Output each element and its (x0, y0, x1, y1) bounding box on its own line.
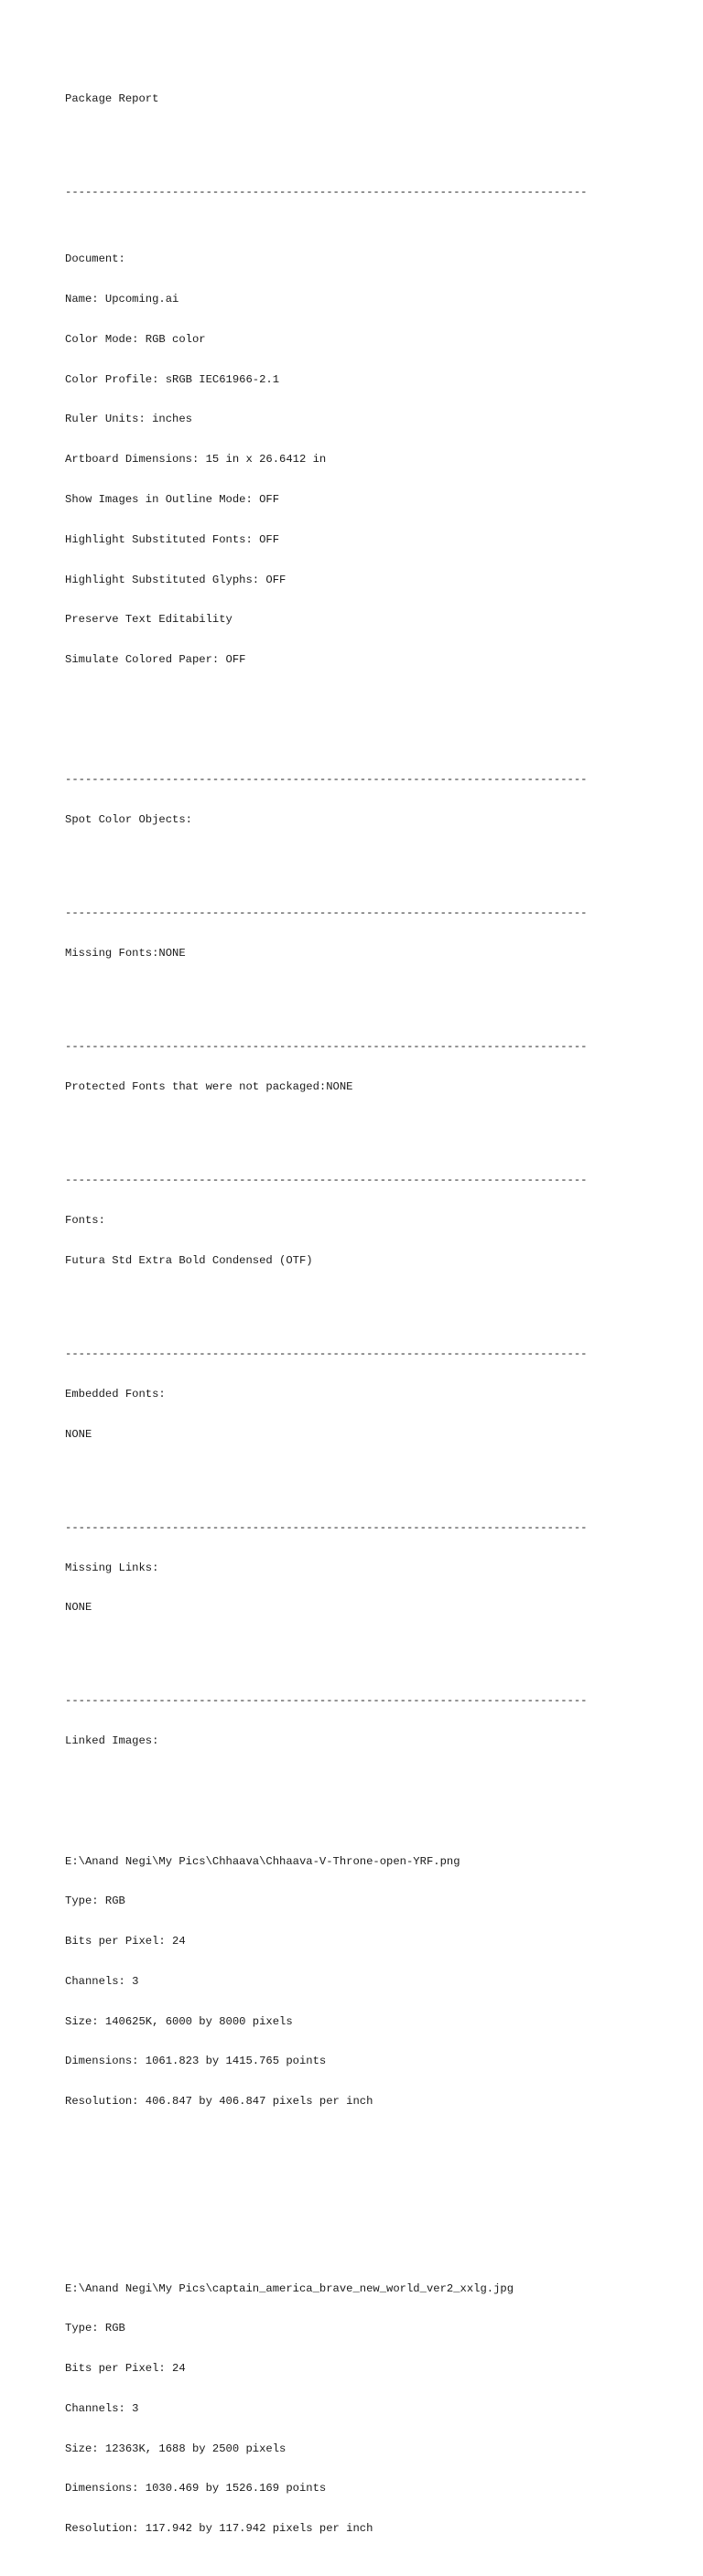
document-name: Name: Upcoming.ai (65, 293, 179, 306)
linked-images-heading: Linked Images: (65, 1734, 159, 1748)
outline-mode: Show Images in Outline Mode: OFF (65, 493, 280, 506)
ruler-units: Ruler Units: inches (65, 413, 192, 426)
image-type: Type: RGB (65, 1894, 125, 1908)
image-resolution: Resolution: 117.942 by 117.942 pixels per inch (65, 2522, 373, 2536)
image-dimensions: Dimensions: 1061.823 by 1415.765 points (65, 2055, 327, 2068)
missing-fonts-heading: Missing Fonts:NONE (65, 947, 186, 961)
section-separator: ------------------------------------------------------------------------------ (65, 1694, 588, 1708)
image-resolution: Resolution: 406.847 by 406.847 pixels per inch (65, 2095, 373, 2109)
section-heading: Document: (65, 252, 125, 266)
image-size: Size: 140625K, 6000 by 8000 pixels (65, 2014, 293, 2028)
package-report (65, 66, 651, 2576)
embedded-fonts-heading: Embedded Fonts: (65, 1387, 166, 1401)
linked-image-entry (65, 2255, 651, 2562)
section-separator: ------------------------------------------------------------------------------ (65, 773, 588, 787)
missing-links-heading: Missing Links: (65, 1561, 159, 1574)
embedded-fonts-value: NONE (65, 1427, 92, 1441)
image-bits: Bits per Pixel: 24 (65, 2362, 186, 2376)
image-path: E:\Anand Negi\My Pics\captain_america_brave_new_world_ver2_xxlg.jpg (65, 2281, 514, 2295)
section-separator: ------------------------------------------------------------------------------ (65, 1347, 588, 1360)
section-separator: ------------------------------------------------------------------------------ (65, 907, 588, 920)
section-separator: ------------------------------------------------------------------------------ (65, 186, 588, 199)
section-separator: ------------------------------------------------------------------------------ (65, 1520, 588, 1534)
preserve-text: Preserve Text Editability (65, 613, 233, 627)
image-size: Size: 12363K, 1688 by 2500 pixels (65, 2442, 287, 2455)
image-dimensions: Dimensions: 1030.469 by 1526.169 points (65, 2482, 327, 2496)
image-type: Type: RGB (65, 2322, 125, 2335)
section-separator: ------------------------------------------------------------------------------ (65, 1174, 588, 1187)
highlight-fonts: Highlight Substituted Fonts: OFF (65, 532, 280, 546)
artboard-dimensions: Artboard Dimensions: 15 in x 26.6412 in (65, 453, 327, 467)
image-path: E:\Anand Negi\My Pics\Chhaava\Chhaava-V-Throne-open-YRF.png (65, 1854, 460, 1868)
missing-links-value: NONE (65, 1601, 92, 1615)
color-mode: Color Mode: RGB color (65, 332, 206, 346)
spot-color-heading: Spot Color Objects: (65, 813, 192, 827)
image-channels: Channels: 3 (65, 2401, 139, 2415)
color-profile: Color Profile: sRGB IEC61966-2.1 (65, 372, 280, 386)
image-bits: Bits per Pixel: 24 (65, 1935, 186, 1948)
protected-fonts-heading: Protected Fonts that were not packaged:NONE (65, 1080, 353, 1094)
section-separator: ------------------------------------------------------------------------------ (65, 1040, 588, 1054)
fonts-heading: Fonts: (65, 1214, 105, 1228)
linked-image-entry (65, 1828, 651, 2135)
highlight-glyphs: Highlight Substituted Glyphs: OFF (65, 573, 287, 586)
report-title: Package Report (65, 92, 159, 106)
document-section (65, 226, 651, 693)
image-channels: Channels: 3 (65, 1974, 139, 1988)
simulate-paper: Simulate Colored Paper: OFF (65, 653, 246, 667)
font-entry: Futura Std Extra Bold Condensed (OTF) (65, 1253, 313, 1267)
